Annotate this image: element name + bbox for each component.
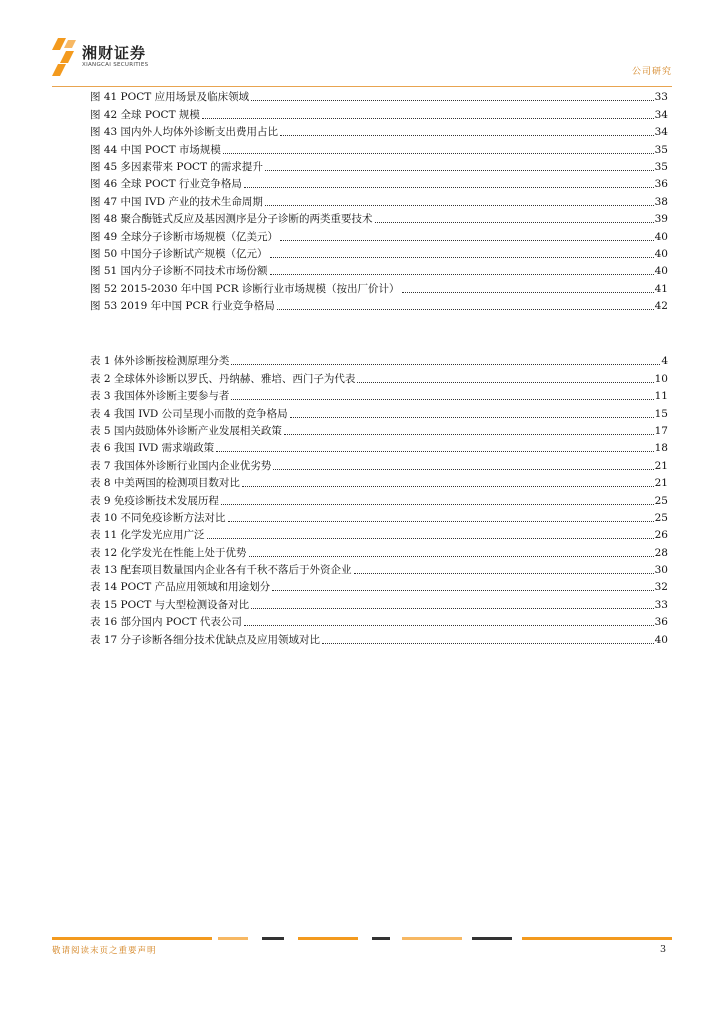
toc-entry-label: 表 8 中美两国的检测项目数对比 bbox=[90, 477, 240, 490]
toc-entry-page: 33 bbox=[654, 91, 668, 104]
toc-leader-dots bbox=[249, 556, 654, 557]
toc-figure-entry[interactable] bbox=[90, 174, 668, 191]
toc-entry-label: 表 10 不同免疫诊断方法对比 bbox=[90, 511, 226, 524]
toc-entry-page: 18 bbox=[654, 442, 668, 455]
toc-leader-dots bbox=[244, 187, 654, 188]
toc-entry-label: 表 5 国内鼓励体外诊断产业发展相关政策 bbox=[90, 424, 282, 437]
toc-figure-entry[interactable] bbox=[90, 226, 668, 243]
toc-leader-dots bbox=[207, 538, 654, 539]
brand-name-en: XIANGCAI SECURITIES bbox=[82, 62, 149, 68]
toc-entry-page: 11 bbox=[654, 390, 668, 403]
footer-divider bbox=[52, 937, 672, 940]
toc-leader-dots bbox=[231, 364, 660, 365]
toc-leader-dots bbox=[265, 205, 654, 206]
toc-figure-entry[interactable] bbox=[90, 296, 668, 313]
toc-entry-label: 图 50 中国分子诊断试产规模（亿元） bbox=[90, 247, 268, 260]
brand-name-cn: 湘财证券 bbox=[82, 44, 147, 62]
toc-entry-page: 15 bbox=[654, 407, 668, 420]
toc-entry-label: 表 6 我国 IVD 需求端政策 bbox=[90, 442, 215, 455]
brand-logo bbox=[52, 38, 172, 78]
toc-leader-dots bbox=[375, 222, 654, 223]
toc-entry-label: 图 43 国内外人均体外诊断支出费用占比 bbox=[90, 126, 279, 139]
toc-entry-page: 39 bbox=[654, 213, 668, 226]
toc-table-entry[interactable] bbox=[90, 542, 668, 559]
toc-table-entry[interactable] bbox=[90, 368, 668, 385]
toc-leader-dots bbox=[280, 135, 654, 136]
toc-entry-label: 图 48 聚合酶链式反应及基因测序是分子诊断的两类重要技术 bbox=[90, 213, 373, 226]
toc-leader-dots bbox=[251, 100, 654, 101]
toc-leader-dots bbox=[223, 153, 654, 154]
toc-entry-label: 表 4 我国 IVD 公司呈现小而散的竞争格局 bbox=[90, 407, 288, 420]
toc-entry-page: 26 bbox=[654, 529, 668, 542]
page-number: 3 bbox=[659, 944, 666, 955]
toc-table-entry[interactable] bbox=[90, 490, 668, 507]
toc-entry-label: 表 11 化学发光应用广泛 bbox=[90, 529, 205, 542]
toc-entry-page: 40 bbox=[654, 230, 668, 243]
toc-entry-page: 32 bbox=[654, 581, 668, 594]
toc-entry-page: 34 bbox=[654, 126, 668, 139]
toc-entry-page: 21 bbox=[654, 459, 668, 472]
toc-entry-label: 图 49 全球分子诊断市场规模（亿美元） bbox=[90, 230, 279, 243]
toc-entry-label: 表 7 我国体外诊断行业国内企业优劣势 bbox=[90, 459, 272, 472]
toc-entry-page: 36 bbox=[654, 616, 668, 629]
toc-leader-dots bbox=[242, 486, 654, 487]
toc-entry-page: 33 bbox=[654, 598, 668, 611]
toc-entry-page: 35 bbox=[654, 143, 668, 156]
toc-entry-page: 38 bbox=[654, 195, 668, 208]
toc-entry-page: 28 bbox=[654, 546, 668, 559]
page-header bbox=[52, 38, 672, 90]
toc-leader-dots bbox=[272, 590, 654, 591]
toc-table-entry[interactable] bbox=[90, 594, 668, 611]
toc-figure-entry[interactable] bbox=[90, 278, 668, 295]
toc-leader-dots bbox=[273, 469, 653, 470]
toc-figure-entry[interactable] bbox=[90, 261, 668, 278]
toc-leader-dots bbox=[277, 309, 654, 310]
toc-entry-label: 图 51 国内分子诊断不同技术市场份额 bbox=[90, 265, 268, 278]
toc-leader-dots bbox=[244, 625, 654, 626]
toc-entry-page: 34 bbox=[654, 108, 668, 121]
toc-figure-entry[interactable] bbox=[90, 244, 668, 261]
toc-entry-label: 表 2 全球体外诊断以罗氏、丹纳赫、雅培、西门子为代表 bbox=[90, 372, 356, 385]
toc-table-entry[interactable] bbox=[90, 612, 668, 629]
toc-table-entry[interactable] bbox=[90, 577, 668, 594]
toc-table-entry[interactable] bbox=[90, 438, 668, 455]
toc-leader-dots bbox=[216, 451, 653, 452]
toc-entry-page: 42 bbox=[654, 300, 668, 313]
table-list bbox=[90, 351, 668, 647]
toc-figure-entry[interactable] bbox=[90, 157, 668, 174]
toc-leader-dots bbox=[231, 399, 653, 400]
toc-entry-label: 图 41 POCT 应用场景及临床领域 bbox=[90, 91, 250, 104]
toc-entry-page: 4 bbox=[661, 355, 668, 368]
toc-leader-dots bbox=[202, 118, 654, 119]
toc-entry-label: 图 52 2015-2030 年中国 PCR 诊断行业市场规模（按出厂价计） bbox=[90, 282, 400, 295]
toc-entry-label: 图 46 全球 POCT 行业竞争格局 bbox=[90, 178, 242, 191]
toc-leader-dots bbox=[228, 521, 654, 522]
toc-table-entry[interactable] bbox=[90, 508, 668, 525]
logo-mark-icon bbox=[52, 38, 78, 78]
toc-figure-entry[interactable] bbox=[90, 209, 668, 226]
toc-entry-label: 表 16 部分国内 POCT 代表公司 bbox=[90, 616, 242, 629]
toc-leader-dots bbox=[265, 170, 654, 171]
toc-table-entry[interactable] bbox=[90, 351, 668, 368]
toc-leader-dots bbox=[357, 382, 653, 383]
toc-entry-page: 35 bbox=[654, 160, 668, 173]
toc-table-entry[interactable] bbox=[90, 386, 668, 403]
toc-entry-label: 图 44 中国 POCT 市场规模 bbox=[90, 143, 221, 156]
toc-entry-page: 30 bbox=[654, 564, 668, 577]
toc-table-entry[interactable] bbox=[90, 403, 668, 420]
toc-table-entry[interactable] bbox=[90, 525, 668, 542]
toc-entry-page: 17 bbox=[654, 424, 668, 437]
toc-entry-label: 表 1 体外诊断按检测原理分类 bbox=[90, 355, 230, 368]
toc-leader-dots bbox=[290, 417, 654, 418]
toc-entry-label: 表 13 配套项目数量国内企业各有千秋不落后于外资企业 bbox=[90, 564, 352, 577]
toc-table-entry[interactable] bbox=[90, 421, 668, 438]
toc-figure-entry[interactable] bbox=[90, 191, 668, 208]
toc-entry-label: 图 53 2019 年中国 PCR 行业竞争格局 bbox=[90, 300, 275, 313]
toc-leader-dots bbox=[322, 643, 654, 644]
toc-entry-page: 40 bbox=[654, 247, 668, 260]
footer-disclaimer: 敬请阅读末页之重要声明 bbox=[52, 946, 157, 956]
toc-leader-dots bbox=[402, 292, 654, 293]
toc-table-entry[interactable] bbox=[90, 560, 668, 577]
toc-entry-label: 图 47 中国 IVD 产业的技术生命周期 bbox=[90, 195, 263, 208]
toc-leader-dots bbox=[270, 257, 654, 258]
toc-leader-dots bbox=[270, 274, 654, 275]
figure-list bbox=[90, 87, 668, 313]
toc-entry-page: 25 bbox=[654, 494, 668, 507]
toc-entry-page: 41 bbox=[654, 282, 668, 295]
toc-entry-label: 表 3 我国体外诊断主要参与者 bbox=[90, 390, 230, 403]
toc-entry-page: 21 bbox=[654, 477, 668, 490]
toc-figure-entry[interactable] bbox=[90, 87, 668, 104]
toc-entry-page: 36 bbox=[654, 178, 668, 191]
toc-figure-entry[interactable] bbox=[90, 104, 668, 121]
section-label: 公司研究 bbox=[631, 67, 672, 77]
toc-leader-dots bbox=[280, 240, 654, 241]
toc-entry-label: 图 42 全球 POCT 规模 bbox=[90, 108, 200, 121]
toc-figure-entry[interactable] bbox=[90, 122, 668, 139]
toc-entry-label: 表 9 免疫诊断技术发展历程 bbox=[90, 494, 219, 507]
toc-entry-label: 图 45 多因素带来 POCT 的需求提升 bbox=[90, 160, 263, 173]
toc-entry-page: 40 bbox=[654, 633, 668, 646]
toc-entry-page: 10 bbox=[654, 372, 668, 385]
toc-entry-label: 表 12 化学发光在性能上处于优势 bbox=[90, 546, 247, 559]
toc-leader-dots bbox=[284, 434, 654, 435]
toc-table-entry[interactable] bbox=[90, 455, 668, 472]
toc-entry-page: 25 bbox=[654, 511, 668, 524]
toc-figure-entry[interactable] bbox=[90, 139, 668, 156]
toc-entry-label: 表 14 POCT 产品应用领域和用途划分 bbox=[90, 581, 271, 594]
toc-table-entry[interactable] bbox=[90, 473, 668, 490]
toc-entry-page: 40 bbox=[654, 265, 668, 278]
toc-entry-label: 表 17 分子诊断各细分技术优缺点及应用领域对比 bbox=[90, 633, 321, 646]
toc-leader-dots bbox=[354, 573, 654, 574]
toc-table-entry[interactable] bbox=[90, 629, 668, 646]
toc-leader-dots bbox=[251, 608, 654, 609]
toc-entry-label: 表 15 POCT 与大型检测设备对比 bbox=[90, 598, 250, 611]
toc-leader-dots bbox=[221, 504, 654, 505]
